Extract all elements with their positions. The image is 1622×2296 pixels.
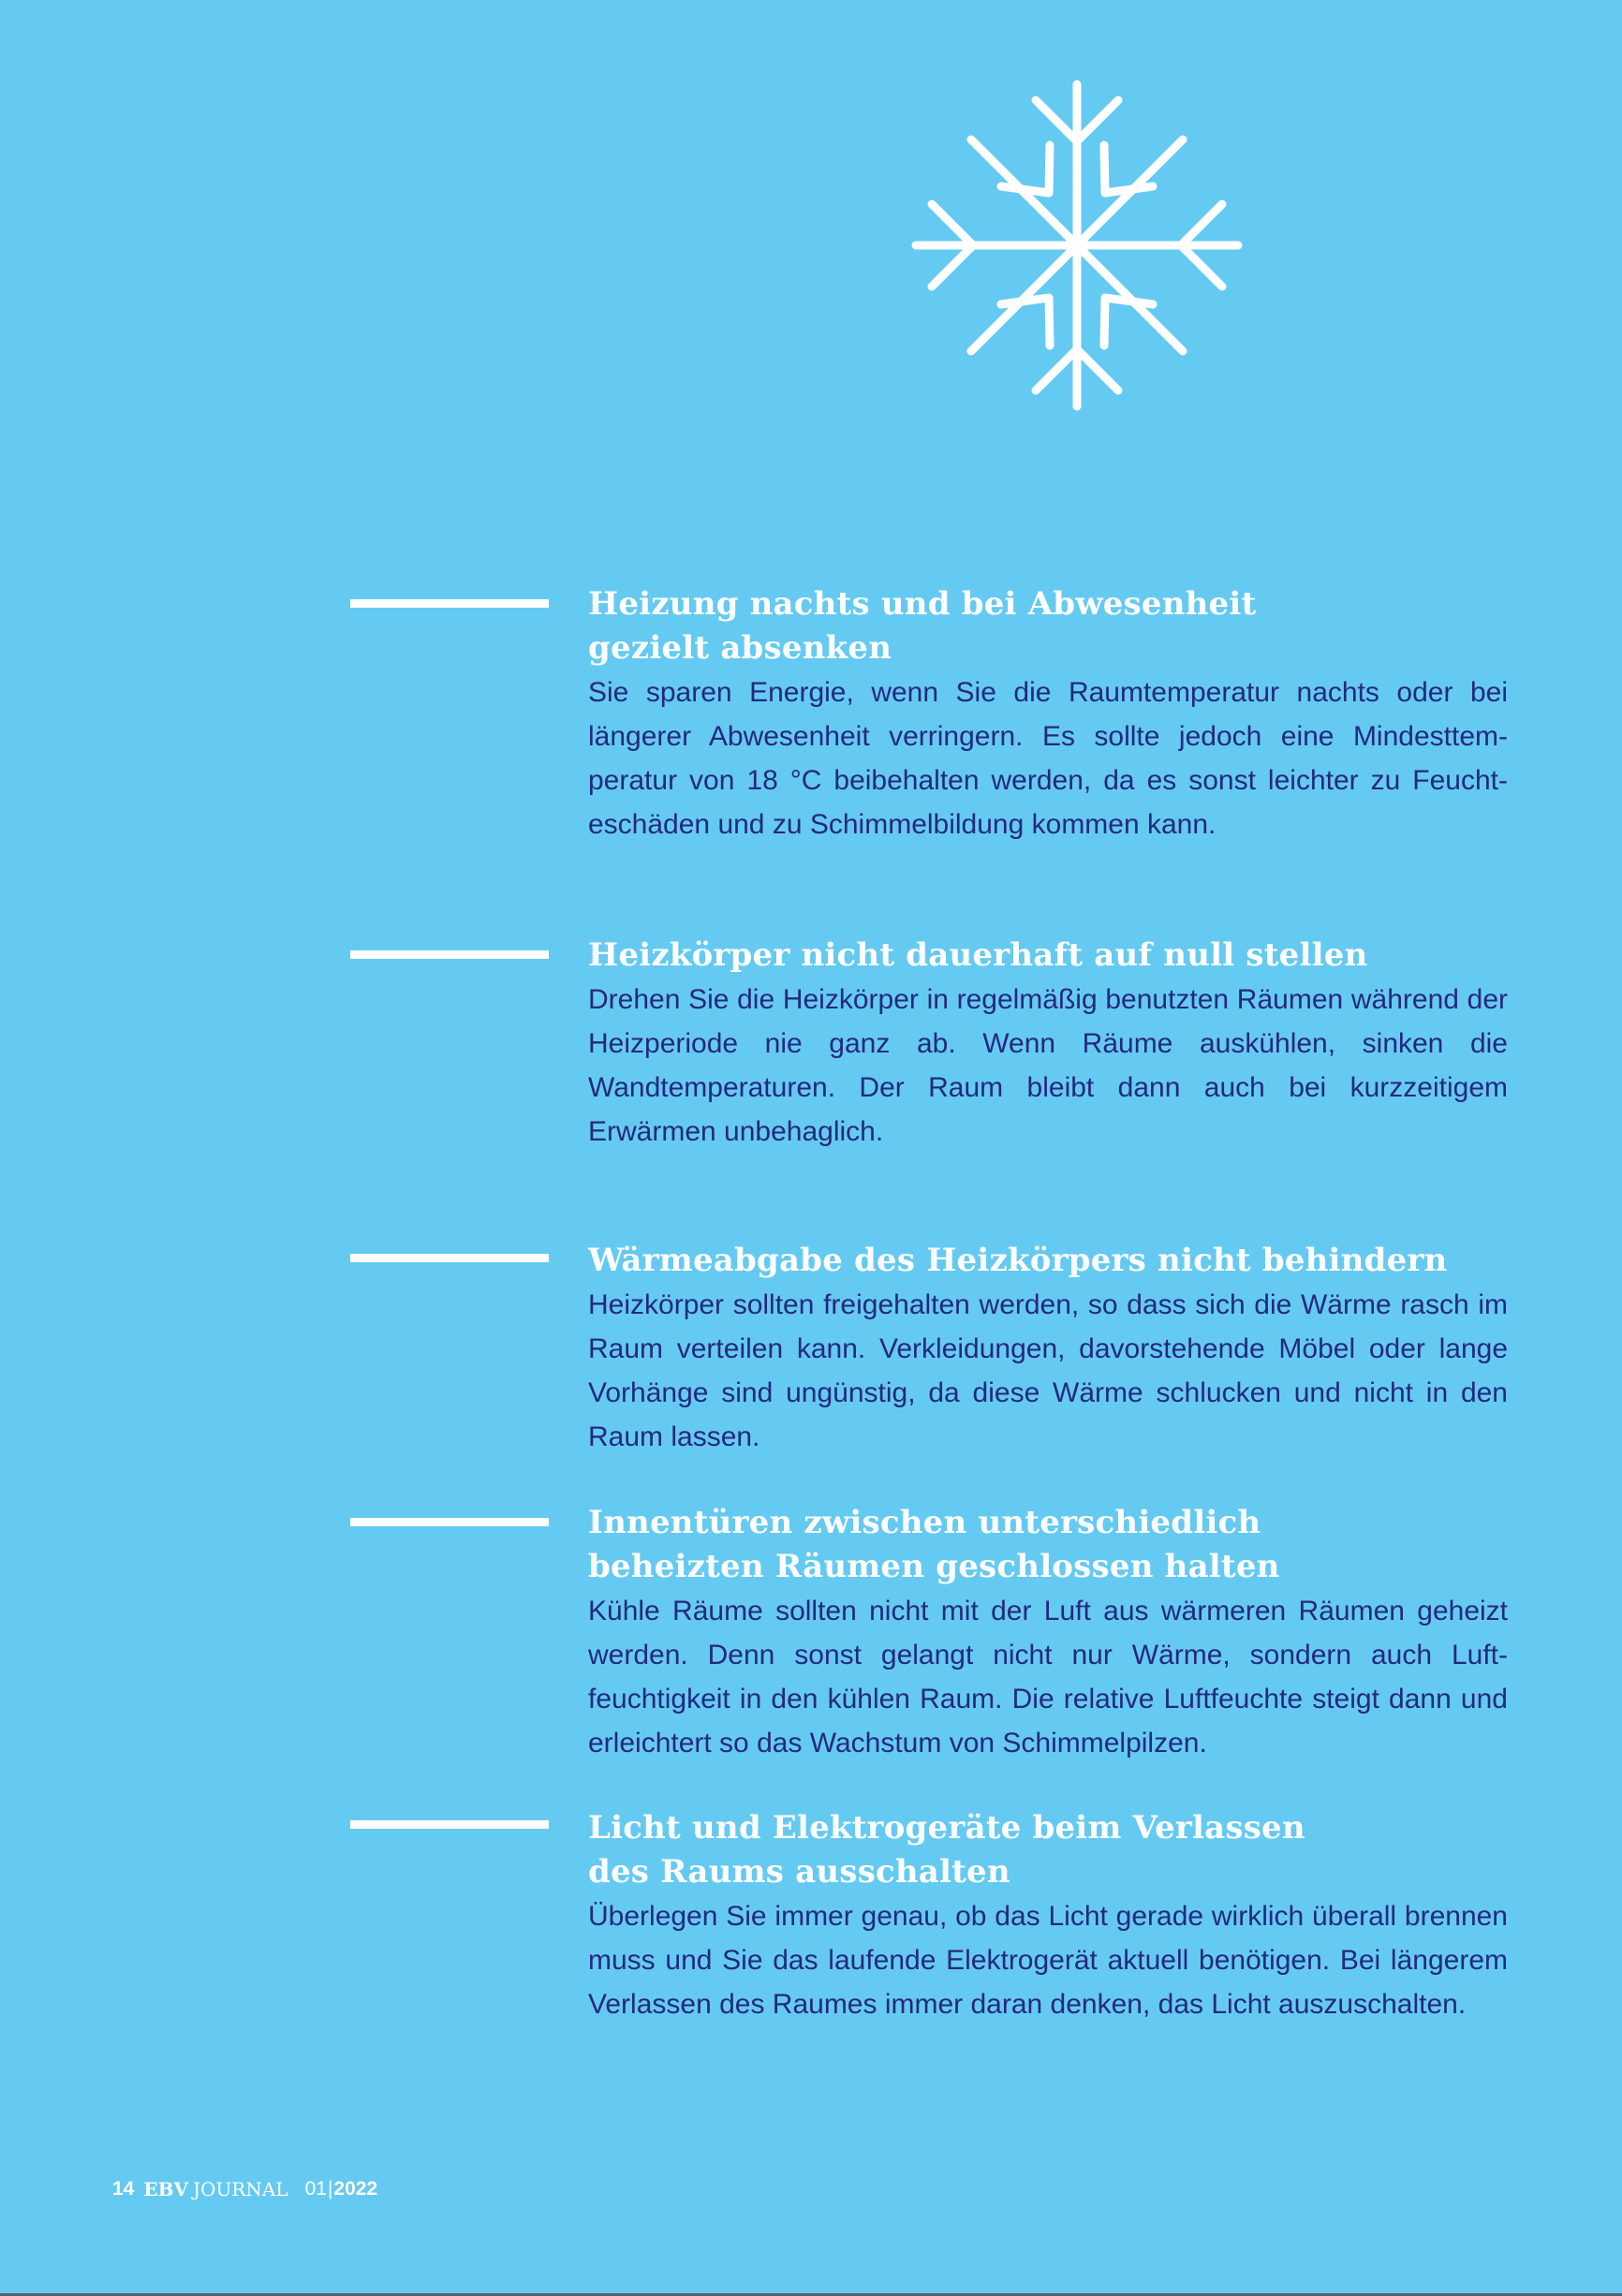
tip-heading-line: beheizten Räumen geschlossen halten <box>588 1548 1280 1585</box>
section-divider-rule <box>350 1820 549 1829</box>
section-divider-rule <box>350 950 549 959</box>
issue-year: 2022 <box>333 2178 378 2200</box>
tip-content <box>588 1806 1508 2026</box>
tip-heading-line: Heizkörper nicht dauerhaft auf null stellen <box>588 936 1368 974</box>
snowflake-icon <box>908 77 1246 414</box>
journal-brand: EBV <box>143 2178 189 2200</box>
tip-heading-line: Innentüren zwischen unterschiedlich <box>588 1504 1261 1541</box>
tip-content <box>588 582 1508 846</box>
tip-body-text: Heizkörper sollten freigehalten werden, so dass sich die Wärme rasch im Raum verteilen kann. Verkleidungen, davorstehende Möbel oder lange Vorhänge sind ungünstig, da diese Wärme schlucken und nicht in den Raum lassen. <box>588 1289 1508 1452</box>
tip-content <box>588 1239 1508 1459</box>
tip-heading-line: Heizung nachts und bei Abwesenheit <box>588 585 1257 623</box>
tip-content <box>588 1501 1508 1765</box>
tip-heading <box>588 1501 1508 1589</box>
tip-content <box>588 934 1508 1154</box>
tip-heading <box>588 1806 1508 1894</box>
tip-body-text: Sie sparen Energie, wenn Sie die Raumtemperatur nachts oder bei längerer Abwesenheit verringern. Es sollte jedoch eine Mindesttemperatur von 18 °C beibehalten werden, da es sonst leichter zu Feuchteschäden und zu Schimmelbildung kommen kann. <box>588 677 1508 840</box>
section-divider-rule <box>350 1254 549 1262</box>
page-footer <box>112 2175 377 2203</box>
tip-body-text: Kühle Räume sollten nicht mit der Luft aus wärmeren Räumen geheizt werden. Denn sonst gelangt nicht nur Wärme, sondern auch Luftfeuchtigkeit in den kühlen Raum. Die relative Luftfeuchte steigt dann und erleichtert so das Wachstum von Schimmelpilzen. <box>588 1596 1508 1759</box>
tip-body-text: Überlegen Sie immer genau, ob das Licht gerade wirklich überall brennen muss und Sie das laufende Elektrogerät aktuell benötigen. Bei längerem Verlassen des Raumes immer daran denken, das Licht auszuschalten. <box>588 1901 1508 2020</box>
tip-heading <box>588 934 1508 978</box>
tip-heading-line: gezielt absenken <box>588 629 892 667</box>
tip-heading-line: Wärmeabgabe des Heizkörpers nicht behindern <box>588 1242 1448 1279</box>
journal-name: JOURNAL <box>193 2178 288 2200</box>
tip-heading <box>588 582 1508 670</box>
tip-heading-line: des Raums ausschalten <box>588 1853 1010 1891</box>
section-divider-rule <box>350 1518 549 1526</box>
tip-heading-line: Licht und Elektrogeräte beim Verlassen <box>588 1809 1305 1847</box>
issue-year-divider: | <box>327 2178 333 2200</box>
tip-heading <box>588 1239 1508 1283</box>
tip-body-text: Drehen Sie die Heizkörper in regelmäßig benutzten Räumen während der Heizperiode nie ganz ab. Wenn Räume auskühlen, sinken die Wandtemperaturen. Der Raum bleibt dann auch bei kurzzeitigem Erwärmen unbehaglich. <box>588 984 1508 1147</box>
page-number: 14 <box>112 2178 135 2200</box>
section-divider-rule <box>350 599 549 608</box>
issue-number: 01 <box>304 2178 327 2200</box>
